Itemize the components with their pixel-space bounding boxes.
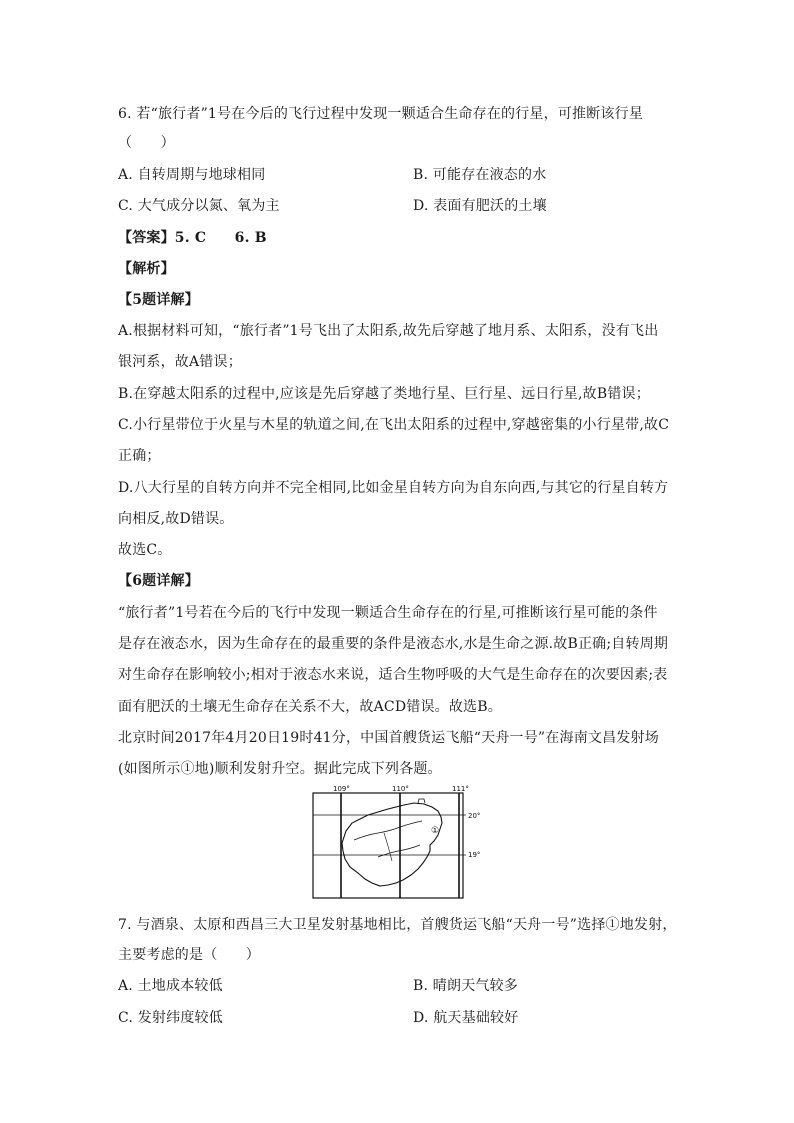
q6-option-c: C. 大气成分以氮、氧为主 <box>118 198 280 214</box>
q5-detail-line: 故选C。 <box>118 542 172 558</box>
q7-option-b: B. 晴朗天气较多 <box>413 978 518 994</box>
q6-option-d: D. 表面有肥沃的土壤 <box>413 198 547 214</box>
q6-detail-heading: 【6题详解】 <box>118 573 199 589</box>
q6-option-b: B. 可能存在液态的水 <box>413 167 547 183</box>
q5-detail-line: C.小行星带位于火星与木星的轨道之间,在飞出太阳系的过程中,穿越密集的小行星带,故C <box>118 417 670 433</box>
q6-detail-line: 面有肥沃的土壤无生命存在关系不大，故ACD错误。故选B。 <box>118 699 502 715</box>
q5-detail-heading: 【5题详解】 <box>118 292 199 308</box>
lon-label: 111° <box>452 785 469 793</box>
lon-label: 109° <box>333 785 350 793</box>
q7-stem-line: 主要考虑的是（ ） <box>118 947 260 963</box>
q5-detail-line: 正确； <box>118 448 161 464</box>
q7-option-c: C. 发射纬度较低 <box>118 1010 223 1026</box>
launch-site-marker: ① <box>431 826 440 836</box>
hainan-map-figure <box>308 785 486 903</box>
hainan-map <box>308 785 486 903</box>
q6-option-a: A. 自转周期与地球相同 <box>118 167 266 183</box>
analysis-heading: 【解析】 <box>118 261 175 277</box>
q5-detail-line: 银河系，故A错误； <box>118 354 242 370</box>
q7-option-a: A. 土地成本较低 <box>118 978 223 994</box>
lon-label: 110° <box>392 785 409 793</box>
answer-line: 【答案】5. C 6. B <box>118 230 267 246</box>
q6-detail-line: 对生命存在影响较小;相对于液态水来说，适合生物呼吸的大气是生命存在的次要因素;表 <box>118 667 668 683</box>
material-line: 北京时间2017年4月20日19时41分，中国首艘货运飞船“天舟一号”在海南文昌发射场 <box>118 730 659 746</box>
q5-detail-line: D.八大行星的自转方向并不完全相同,比如金星自转方向为自东向西,与其它的行星自转方 <box>118 480 669 496</box>
q6-detail-line: 是存在液态水，因为生命存在的最重要的条件是液态水,水是生命之源.故B正确;自转周期 <box>118 636 669 652</box>
q6-detail-line: “旅行者”1号若在今后的飞行中发现一颗适合生命存在的行星,可推断该行星可能的条件 <box>118 605 658 621</box>
q7-stem-line: 7. 与酒泉、太原和西昌三大卫星发射基地相比，首艘货运飞船“天舟一号”选择①地发射， <box>118 917 677 933</box>
q7-option-d: D. 航天基础较好 <box>413 1010 519 1026</box>
material-line: (如图所示①地)顺利发射升空。据此完成下列各题。 <box>118 761 442 777</box>
q6-stem: 6. 若“旅行者”1号在今后的飞行过程中发现一颗适合生命存在的行星，可推断该行星 <box>118 106 644 122</box>
q5-detail-line: A.根据材料可知，“旅行者”1号飞出了太阳系,故先后穿越了地月系、太阳系，没有飞出 <box>118 323 659 339</box>
q5-detail-line: 向相反,故D错误。 <box>118 511 234 527</box>
lat-label: 20° <box>468 812 481 820</box>
lat-label: 19° <box>468 851 481 859</box>
q6-paren: （ ） <box>118 135 175 151</box>
q5-detail-line: B.在穿越太阳系的过程中,应该是先后穿越了类地行星、巨行星、远日行星,故B错误； <box>118 386 650 402</box>
